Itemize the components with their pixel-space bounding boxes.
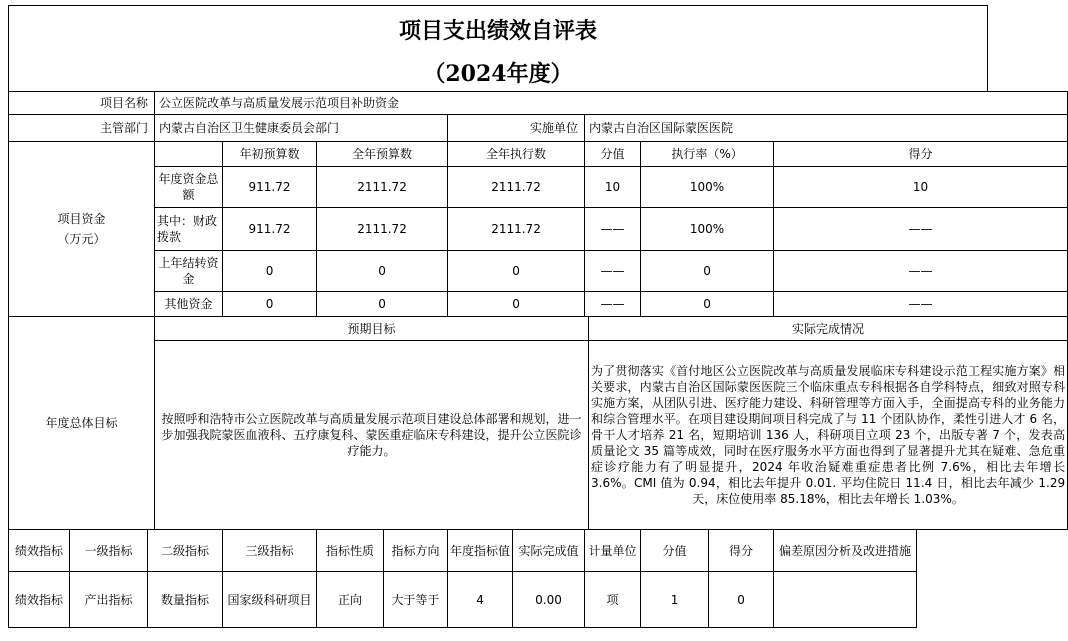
indicator-header: 计量单位 [585,530,641,572]
dept-value: 内蒙古自治区卫生健康委员会部门 [155,115,448,142]
funds-cell: 0 [641,292,774,317]
project-name-label: 项目名称 [9,92,155,115]
indicator-header: 绩效指标 [9,530,70,572]
indicator-cell [774,572,917,628]
funds-row-name: 其他资金 [155,292,223,317]
page-subtitle: （2024年度） [423,61,573,87]
funds-header: 全年执行数 [448,142,585,167]
actual-result-text: 为了贯彻落实《首付地区公立医院改革与高质量发展临床专科建设示范工程实施方案》相关要求，内蒙古自治区国际蒙医医院三个临床重点专科根据各自学科特点，细致对照专科实施方案，从团队引进、医疗能力建设、科研管理等方面入手，全面提高专科的业务能力和综合管理水平。在项目建设期间项目科完成了与 11 个团队协作，柔性引进人才 6 名，骨干人才培养 21 名，短期培训 136 人，科研项目立项 23 个，出版专著 7 个，发表高质量论文 35 篇等成效，同时在医疗服务水平方面也得到了显著提升尤其在疑难、急危重症诊疗能力有了明显提升，2024 年收治疑难重症患者比例 7.6%，相比去年增长 3.6%。CMI 值为 0.94，相比去年提升 0.01. 平均住院日 11.4 日，相比去年减少 1.29 天，床位使用率 85.18%，相比去年增长 1.03%。 [589,341,1068,530]
funds-cell: —— [774,292,1068,317]
funds-cell: 0 [223,251,317,292]
indicator-cell: 1 [641,572,709,628]
funds-cell: 0 [448,292,585,317]
indicator-header: 得分 [709,530,774,572]
funds-header-row [9,142,1068,167]
funds-cell: 911.72 [223,208,317,251]
funds-cell: 0 [317,251,448,292]
funds-header: 得分 [774,142,1068,167]
funds-row [9,251,1068,292]
actual-header: 实际完成情况 [589,317,1068,341]
funds-cell: 2111.72 [448,208,585,251]
indicator-header: 年度指标值 [448,530,513,572]
funds-cell: 0 [317,292,448,317]
funds-cell: —— [774,251,1068,292]
indicator-row [9,572,1068,628]
funds-row [9,292,1068,317]
funds-header: 年初预算数 [223,142,317,167]
indicator-cell: 正向 [317,572,384,628]
funds-label-text: 项目资金 [57,212,106,226]
indicator-header: 三级指标 [223,530,317,572]
indicator-cell: 项 [585,572,641,628]
funds-cell: —— [585,208,641,251]
indicator-header: 分值 [641,530,709,572]
funds-header: 分值 [585,142,641,167]
goals-content-row [9,341,1068,530]
indicator-header: 一级指标 [70,530,148,572]
funds-header: 全年预算数 [317,142,448,167]
indicator-cell: 产出指标 [70,572,148,628]
expected-header: 预期目标 [155,317,589,341]
evaluation-table [8,91,1068,628]
indicator-cell: 大于等于 [384,572,448,628]
funds-cell: —— [585,251,641,292]
dept-label: 主管部门 [9,115,155,142]
funds-corner [155,142,223,167]
funds-row-name: 上年结转资金 [155,251,223,292]
indicator-cell: 数量指标 [148,572,223,628]
page-title: 项目支出绩效自评表 [398,18,597,44]
indicator-cell: 国家级科研项目 [223,572,317,628]
project-name-value: 公立医院改革与高质量发展示范项目补助资金 [155,92,1068,115]
funds-row [9,167,1068,208]
funds-cell: 100% [641,167,774,208]
funds-cell: 911.72 [223,167,317,208]
funds-cell: 10 [585,167,641,208]
indicator-cell: 绩效指标 [9,572,70,628]
funds-row-name: 其中：财政拨款 [155,208,223,251]
indicator-cell: 0.00 [513,572,585,628]
funds-cell: 0 [448,251,585,292]
funds-cell: 10 [774,167,1068,208]
funds-row [9,208,1068,251]
funds-label-unit: （万元） [57,232,106,246]
indicator-header: 指标性质 [317,530,384,572]
goals-header-row [9,317,1068,341]
funds-label [9,142,155,317]
indicator-cell: 4 [448,572,513,628]
indicator-header: 偏差原因分析及改进措施 [774,530,917,572]
indicator-cell: 0 [709,572,774,628]
project-name-row [9,92,1068,115]
goals-label: 年度总体目标 [9,317,155,530]
funds-cell: 0 [641,251,774,292]
unit-label: 实施单位 [448,115,585,142]
indicator-header: 实际完成值 [513,530,585,572]
expected-goal-text: 按照呼和浩特市公立医院改革与高质量发展示范项目建设总体部署和规划，进一步加强我院蒙医血液科、五疗康复科、蒙医重症临床专科建设，提升公立医院诊疗能力。 [155,341,589,530]
funds-cell: 0 [223,292,317,317]
indicator-header-row [9,530,1068,572]
funds-row-name: 年度资金总额 [155,167,223,208]
unit-value: 内蒙古自治区国际蒙医医院 [585,115,1068,142]
indicator-header: 指标方向 [384,530,448,572]
title-block [8,5,988,92]
funds-cell: —— [774,208,1068,251]
funds-cell: 100% [641,208,774,251]
funds-header: 执行率（%） [641,142,774,167]
funds-cell: —— [585,292,641,317]
funds-cell: 2111.72 [317,167,448,208]
indicator-header: 二级指标 [148,530,223,572]
funds-cell: 2111.72 [317,208,448,251]
funds-cell: 2111.72 [448,167,585,208]
dept-row [9,115,1068,142]
